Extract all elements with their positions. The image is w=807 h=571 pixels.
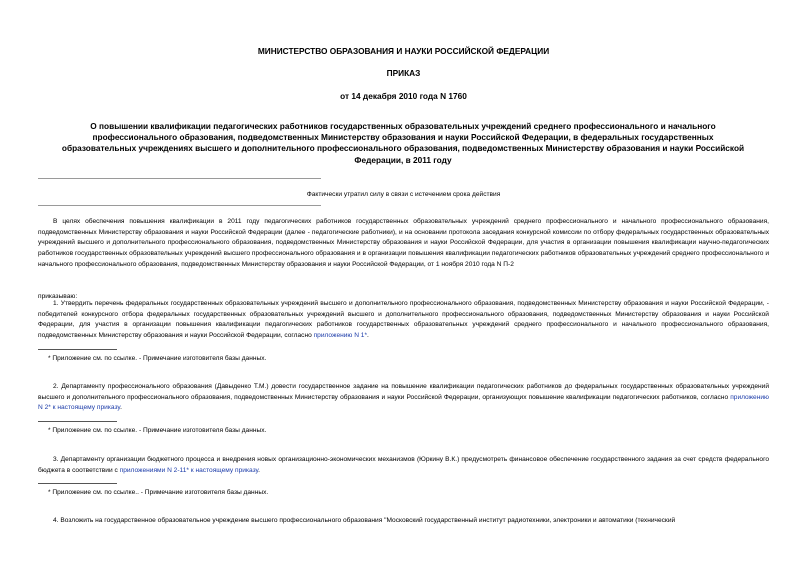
ministry-heading: МИНИСТЕРСТВО ОБРАЗОВАНИЯ И НАУКИ РОССИЙСКОЙ ФЕДЕРАЦИИ <box>257 46 550 56</box>
item-2-paragraph <box>38 382 769 414</box>
order-title: О повышении квалификации педагогических работников государственных образовательных учреждений среднего профессионального и начального профессионального образования, подведомственных Министерству образования и науки Российской Федерации, в федеральных государственных образовательных учреждениях высшего и дополнительного профессионального образования, подведомственных Министерству образования и науки Российской Федерации, в 2011 году <box>61 121 745 165</box>
footnote-1: * Приложение см. по ссылке. - Примечание изготовителя базы данных. <box>48 355 267 362</box>
item-3-text: 3. Департаменту организации бюджетного процесса и внедрения новых организационно-экономических механизмов (Юркину В.К.) предусмотреть финансовое обеспечение государственного задания за счет средств федерального бюджета в соответствии с <box>38 456 769 474</box>
item-1-text: 1. Утвердить перечень федеральных государственных образовательных учреждений высшего и дополнительного профессионального образования, подведомственных Министерству образования и науки Российской Федерации, - победителей конкурсного отбора федеральных государственных образовательных учреждений высшего и дополнительного профессионального образования, подведомственных Министерству образования и науки Российской Федерации, для участия в организации повышения квалификации педагогических работников государственных образовательных учреждений среднего профессионального и начального профессионального образования, подведомственных Министерству образования и науки Российской Федерации, согласно <box>38 300 769 340</box>
status-note: Фактически утратил силу в связи с истечением срока действия <box>306 191 501 198</box>
item-1-paragraph <box>38 299 769 342</box>
preamble-text: В целях обеспечения повышения квалификации в 2011 году педагогических работников государственных образовательных учреждений среднего профессионального и начального профессионального образования, подведомственных Министерству образования и науки Российской Федерации (далее - педагогические работники), и на основании протокола заседания конкурсной комиссии по отбору федеральных государственных образовательных учреждений высшего и дополнительного профессионального образования, подведомственных Министерству образования и науки Российской Федерации, для участия в организации повышения квалификации научно-педагогических работников государственных образовательных учреждений высшего профессионального образования и в организации повышения квалификации педагогических работников образовательных учреждений среднего профессионального и начального профессионального образования, подведомственных Министерству образования и науки Российской Федерации, от 1 ноября 2010 года N П-2 <box>38 218 769 268</box>
item-3-tail: . <box>258 466 261 474</box>
item-2-text: 2. Департаменту профессионального образования (Давыденко Т.М.) довести государственное задание на повышение квалификации педагогических работников до федеральных государственных образовательных учреждений высшего и дополнительного профессионального образования, подведомственных Министерству образования и науки Российской Федерации, организующих повышение квалификации педагогических работников, согласно <box>38 383 769 401</box>
order-date-number: от 14 декабря 2010 года N 1760 <box>340 91 467 101</box>
item-4-text: 4. Возложить на государственное образовательное учреждение высшего профессионального образования "Московский государственный институт радиотехники, электроники и автоматики (технический <box>53 517 676 524</box>
document-type: ПРИКАЗ <box>386 68 421 78</box>
item-3-paragraph <box>38 455 769 476</box>
preamble-paragraph <box>38 217 769 271</box>
footnote-3-rule <box>38 483 117 484</box>
item-2-link[interactable]: приложению N 2* к настоящему приказу <box>38 393 769 412</box>
order-word: приказываю: <box>38 293 78 300</box>
item-3-link[interactable]: приложениями N 2-11* к настоящему приказу <box>119 466 259 474</box>
footnote-3: * Приложение см. по ссылке.. - Примечание изготовителя базы данных. <box>48 489 269 496</box>
item-1-link[interactable]: приложению N 1* <box>313 332 368 340</box>
divider-bottom <box>38 205 321 206</box>
item-4-paragraph <box>38 516 769 527</box>
footnote-1-rule <box>38 349 117 350</box>
item-2-tail: . <box>120 404 122 412</box>
footnote-2: * Приложение см. по ссылке. - Примечание изготовителя базы данных. <box>48 427 267 434</box>
item-1-tail: . <box>367 332 369 340</box>
divider-top <box>38 178 321 179</box>
footnote-2-rule <box>38 421 117 422</box>
